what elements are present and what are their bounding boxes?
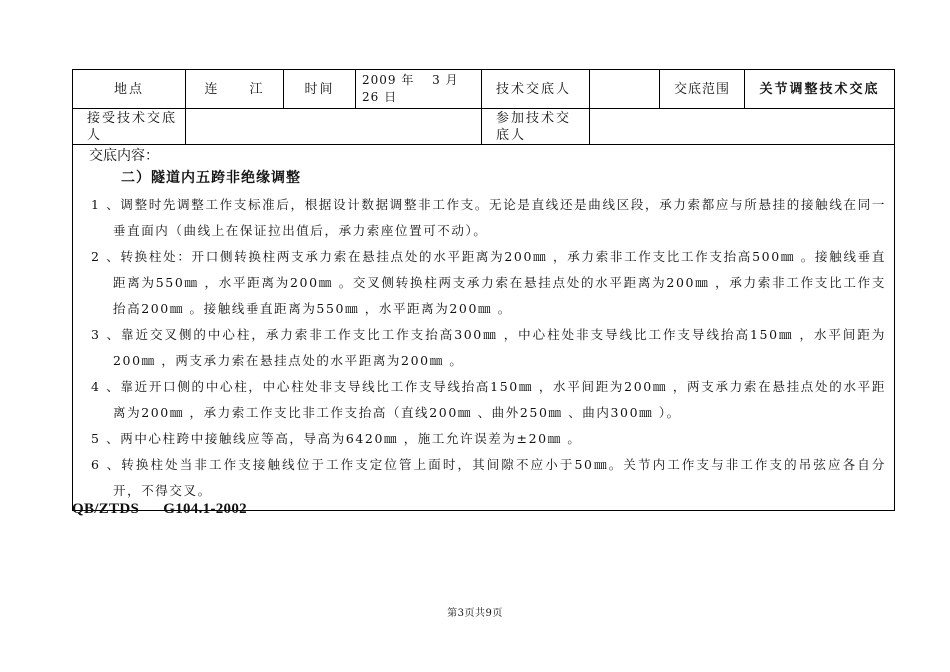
tech-briefer-label: 技术交底人 — [482, 70, 590, 109]
section-title: 二）隧道内五跨非绝缘调整 — [121, 170, 301, 186]
content-cell — [73, 145, 895, 511]
content-item-4: 4 、靠近开口侧的中心柱，中心柱处非支导线比工作支导线抬高150㎜ ，水平间距为200㎜ ，两支承力索在悬挂点处的水平距离为200㎜ ，承力索工作支比非工作支抬高（直线200㎜ 、曲外250㎜ 、曲内300㎜ ）。 — [91, 379, 886, 420]
content-item-3: 3 、靠近交叉侧的中心柱，承力索非工作支比工作支抬高300㎜ ，中心柱处非支导线比工作支导线抬高150㎜ ，水平间距为200㎜ ，两支承力索在悬挂点处的水平距离为200㎜ 。 — [91, 327, 886, 368]
time-label: 时间 — [284, 70, 356, 109]
technical-briefing-form — [72, 69, 895, 511]
header-row — [73, 70, 895, 109]
content-label: 交底内容： — [89, 148, 159, 164]
content-item-6: 6 、转换柱处当非工作支接触线位于工作支定位管上面时，其间隙不应小于50㎜。关节内工作支与非工作支的吊弦应各自分开，不得交叉。 — [91, 457, 886, 498]
tech-briefer-value — [590, 70, 660, 109]
receiver-value — [186, 109, 482, 145]
standard-code: QB/ZTDS G104.1-2002 — [72, 501, 247, 517]
content-item-5: 5 、两中心柱跨中接触线应等高，导高为6420㎜ ，施工允许误差为±20㎜ 。 — [91, 431, 582, 446]
content-row — [73, 145, 895, 511]
participant-label: 参加技术交底人 — [482, 109, 590, 145]
location-value: 连 江 — [186, 70, 284, 109]
scope-label: 交底范围 — [660, 70, 745, 109]
recipients-row — [73, 109, 895, 145]
receiver-label: 接受技术交底人 — [73, 109, 186, 145]
content-item-1: 1 、调整时先调整工作支标准后，根据设计数据调整非工作支。无论是直线还是曲线区段，承力索都应与所悬挂的接触线在同一垂直面内（曲线上在保证拉出值后，承力索座位置可不动）。 — [91, 197, 886, 238]
scope-value: 关节调整技术交底 — [745, 70, 895, 109]
content-item-2: 2 、转换柱处：开口侧转换柱两支承力索在悬挂点处的水平距离为200㎜ ，承力索非工作支比工作支抬高500㎜ 。接触线垂直距离为550㎜ ，水平距离为200㎜ 。交叉侧转换柱两支承力索在悬挂点处的水平距离为200㎜ ，承力索非工作支比工作支抬高200㎜ 。接触线垂直距离为550㎜ ，水平距离为200㎜ 。 — [91, 249, 886, 316]
location-label: 地点 — [73, 70, 186, 109]
page-number: 第3页共9页 — [447, 608, 503, 619]
participant-value — [590, 109, 895, 145]
time-value: 2009 年 3 月 26 日 — [356, 70, 482, 109]
